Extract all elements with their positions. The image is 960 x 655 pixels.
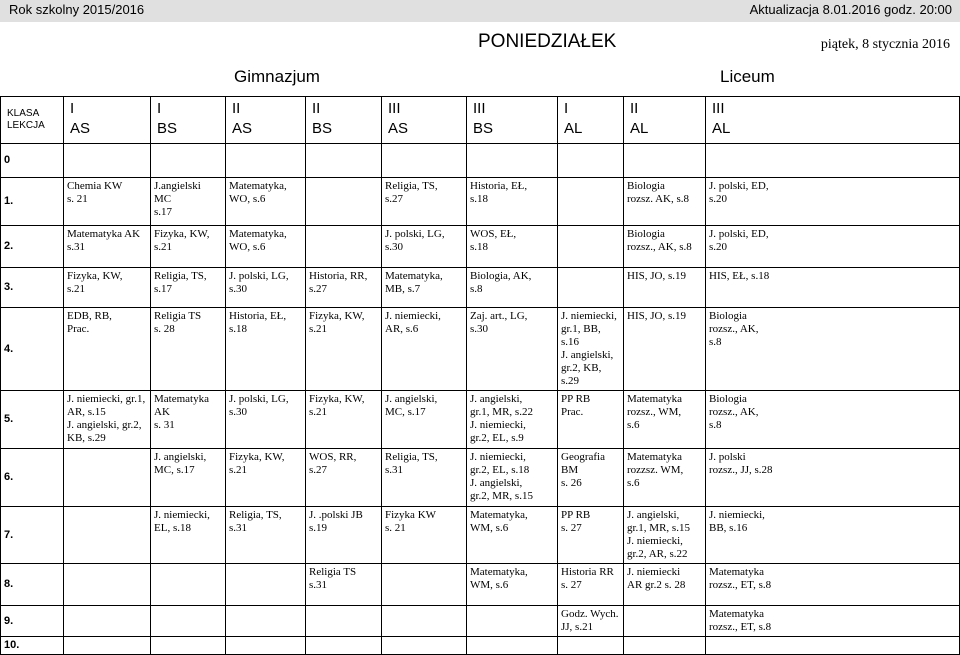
timetable-cell (558, 268, 624, 308)
timetable-cell: EDB, RB, Prac. (64, 308, 151, 391)
timetable-cell: Geografia BM s. 26 (558, 449, 624, 507)
timetable-cell: Godz. Wych. JJ, s.21 (558, 606, 624, 637)
lesson-number: 8. (1, 564, 64, 606)
day-title: PONIEDZIAŁEK (478, 31, 617, 52)
lesson-number: 5. (1, 391, 64, 449)
timetable-cell (226, 564, 306, 606)
timetable-cell: Matematyka, WM, s.6 (467, 507, 558, 564)
timetable-cell: HIS, JO, s.19 (624, 308, 706, 391)
timetable-cell: Matematyka AK s.31 (64, 226, 151, 268)
timetable-cell: Matematyka, MB, s.7 (382, 268, 467, 308)
top-bar (0, 0, 960, 22)
class-header: II AS (226, 97, 306, 144)
timetable-cell: Biologia rozsz., AK, s.8 (706, 391, 960, 449)
lesson-row (1, 144, 960, 178)
lesson-row (1, 507, 960, 564)
timetable-cell: Biologia rozsz. AK, s.8 (624, 178, 706, 226)
timetable-cell: J. polski, LG, s.30 (226, 391, 306, 449)
lesson-row (1, 308, 960, 391)
timetable-cell: Religia, TS, s.17 (151, 268, 226, 308)
timetable-cell (151, 144, 226, 178)
timetable-cell: J. angielski, gr.1, MR, s.15 J. niemiecki, gr.2, AR, s.22 (624, 507, 706, 564)
lesson-number: 1. (1, 178, 64, 226)
timetable-cell: J. polski, LG, s.30 (382, 226, 467, 268)
timetable-cell: PP RB s. 27 (558, 507, 624, 564)
timetable-cell: Religia TS s. 28 (151, 308, 226, 391)
timetable-cell: J. niemiecki AR gr.2 s. 28 (624, 564, 706, 606)
lesson-number: 7. (1, 507, 64, 564)
timetable-cell: Matematyka rozsz., ET, s.8 (706, 564, 960, 606)
timetable-cell (382, 637, 467, 655)
timetable-cell: Biologia rozsz., AK, s.8 (624, 226, 706, 268)
timetable-cell: J.angielski MC s.17 (151, 178, 226, 226)
timetable-cell (151, 606, 226, 637)
timetable-cell: J. angielski, MC, s.17 (382, 391, 467, 449)
timetable-cell: Fizyka KW s. 21 (382, 507, 467, 564)
lesson-number: 9. (1, 606, 64, 637)
timetable-cell: Religia, TS, s.27 (382, 178, 467, 226)
timetable-cell (226, 144, 306, 178)
timetable-cell: Historia RR s. 27 (558, 564, 624, 606)
gimnazjum-heading: Gimnazjum (234, 67, 320, 86)
lesson-row (1, 606, 960, 637)
timetable-cell (151, 637, 226, 655)
timetable-cell: J. polski, ED, s.20 (706, 178, 960, 226)
timetable-cell: J. niemiecki, gr.1, AR, s.15 J. angielski, gr.2, KB, s.29 (64, 391, 151, 449)
timetable-cell: Matematyka, WM, s.6 (467, 564, 558, 606)
timetable-cell: Matematyka, WO, s.6 (226, 178, 306, 226)
timetable-cell: HIS, EŁ, s.18 (706, 268, 960, 308)
timetable-cell: Religia, TS, s.31 (226, 507, 306, 564)
timetable-cell: Historia, RR, s.27 (306, 268, 382, 308)
timetable-cell (306, 606, 382, 637)
class-header: III BS (467, 97, 558, 144)
update-info: Aktualizacja 8.01.2016 godz. 20:00 (749, 2, 952, 17)
timetable-cell (226, 637, 306, 655)
timetable-cell: Biologia rozsz., AK, s.8 (706, 308, 960, 391)
lesson-number: 4. (1, 308, 64, 391)
timetable-cell: WOS, EŁ, s.18 (467, 226, 558, 268)
lesson-row (1, 637, 960, 655)
timetable-cell (706, 637, 960, 655)
lesson-row (1, 391, 960, 449)
timetable-cell: Historia, EŁ, s.18 (467, 178, 558, 226)
timetable-cell: J. polski rozsz., JJ, s.28 (706, 449, 960, 507)
header-row (1, 97, 960, 144)
timetable-cell: J. niemiecki, gr.2, EL, s.18 J. angielski, gr.2, MR, s.15 (467, 449, 558, 507)
timetable-cell: HIS, JO, s.19 (624, 268, 706, 308)
timetable-cell (624, 637, 706, 655)
timetable-cell (306, 637, 382, 655)
timetable-cell: J. niemiecki, EL, s.18 (151, 507, 226, 564)
school-year: Rok szkolny 2015/2016 (9, 2, 145, 17)
class-header: I AL (558, 97, 624, 144)
liceum-heading: Liceum (720, 67, 775, 86)
timetable-cell: Matematyka rozzsz. WM, s.6 (624, 449, 706, 507)
timetable-cell: J. angielski, MC, s.17 (151, 449, 226, 507)
timetable-cell (64, 144, 151, 178)
timetable-cell (558, 637, 624, 655)
timetable-cell (306, 226, 382, 268)
timetable-cell (624, 144, 706, 178)
timetable-cell: Religia, TS, s.31 (382, 449, 467, 507)
timetable-cell (558, 178, 624, 226)
timetable-cell (558, 144, 624, 178)
timetable-cell: Fizyka, KW, s.21 (226, 449, 306, 507)
timetable-cell: Biologia, AK, s.8 (467, 268, 558, 308)
timetable-cell (226, 606, 306, 637)
timetable-cell (306, 144, 382, 178)
lesson-row (1, 268, 960, 308)
timetable-cell: J. .polski JB s.19 (306, 507, 382, 564)
timetable-cell: J. angielski, gr.1, MR, s.22 J. niemiecki, gr.2, EL, s.9 (467, 391, 558, 449)
timetable-cell (64, 637, 151, 655)
lesson-number: 6. (1, 449, 64, 507)
timetable-cell (624, 606, 706, 637)
lesson-row (1, 178, 960, 226)
timetable-cell: Chemia KW s. 21 (64, 178, 151, 226)
lesson-row (1, 226, 960, 268)
lesson-number: 0 (1, 144, 64, 178)
class-header: III AS (382, 97, 467, 144)
class-header: II AL (624, 97, 706, 144)
lesson-row (1, 564, 960, 606)
timetable-cell (706, 144, 960, 178)
klasa-lekcja-header: KLASA LEKCJA (1, 97, 64, 144)
lesson-number: 2. (1, 226, 64, 268)
timetable-cell (382, 606, 467, 637)
timetable-cell (467, 606, 558, 637)
timetable-cell: J. polski, LG, s.30 (226, 268, 306, 308)
timetable-cell (467, 144, 558, 178)
class-header: I AS (64, 97, 151, 144)
timetable-cell (64, 606, 151, 637)
timetable-cell: PP RB Prac. (558, 391, 624, 449)
timetable-cell: Fizyka, KW, s.21 (306, 391, 382, 449)
timetable-cell: Matematyka rozsz., WM, s.6 (624, 391, 706, 449)
timetable-cell (382, 144, 467, 178)
lesson-number: 10. (1, 637, 64, 655)
timetable-cell: J. niemiecki, gr.1, BB, s.16 J. angielski, gr.2, KB, s.29 (558, 308, 624, 391)
lesson-row (1, 449, 960, 507)
date-label: piątek, 8 stycznia 2016 (820, 37, 950, 52)
timetable-cell: J. niemiecki, BB, s.16 (706, 507, 960, 564)
class-header: III AL (706, 97, 960, 144)
timetable-cell (306, 178, 382, 226)
timetable-cell: J. polski, ED, s.20 (706, 226, 960, 268)
class-header: II BS (306, 97, 382, 144)
timetable-cell: Historia, EŁ, s.18 (226, 308, 306, 391)
timetable-cell: Religia TS s.31 (306, 564, 382, 606)
timetable-cell: Fizyka, KW, s.21 (151, 226, 226, 268)
timetable-cell: Fizyka, KW, s.21 (306, 308, 382, 391)
timetable-cell: J. niemiecki, AR, s.6 (382, 308, 467, 391)
timetable-cell (558, 226, 624, 268)
timetable-cell: Matematyka AK s. 31 (151, 391, 226, 449)
timetable-cell: Fizyka, KW, s.21 (64, 268, 151, 308)
class-header: I BS (151, 97, 226, 144)
timetable-cell: Matematyka rozsz., ET, s.8 (706, 606, 960, 637)
timetable-cell (467, 637, 558, 655)
timetable-cell (64, 449, 151, 507)
timetable-cell: Zaj. art., LG, s.30 (467, 308, 558, 391)
timetable-cell (64, 507, 151, 564)
timetable-cell (151, 564, 226, 606)
timetable-cell (64, 564, 151, 606)
timetable-cell: Matematyka, WO, s.6 (226, 226, 306, 268)
lesson-number: 3. (1, 268, 64, 308)
timetable-cell: WOS, RR, s.27 (306, 449, 382, 507)
timetable-cell (382, 564, 467, 606)
timetable (0, 96, 960, 655)
